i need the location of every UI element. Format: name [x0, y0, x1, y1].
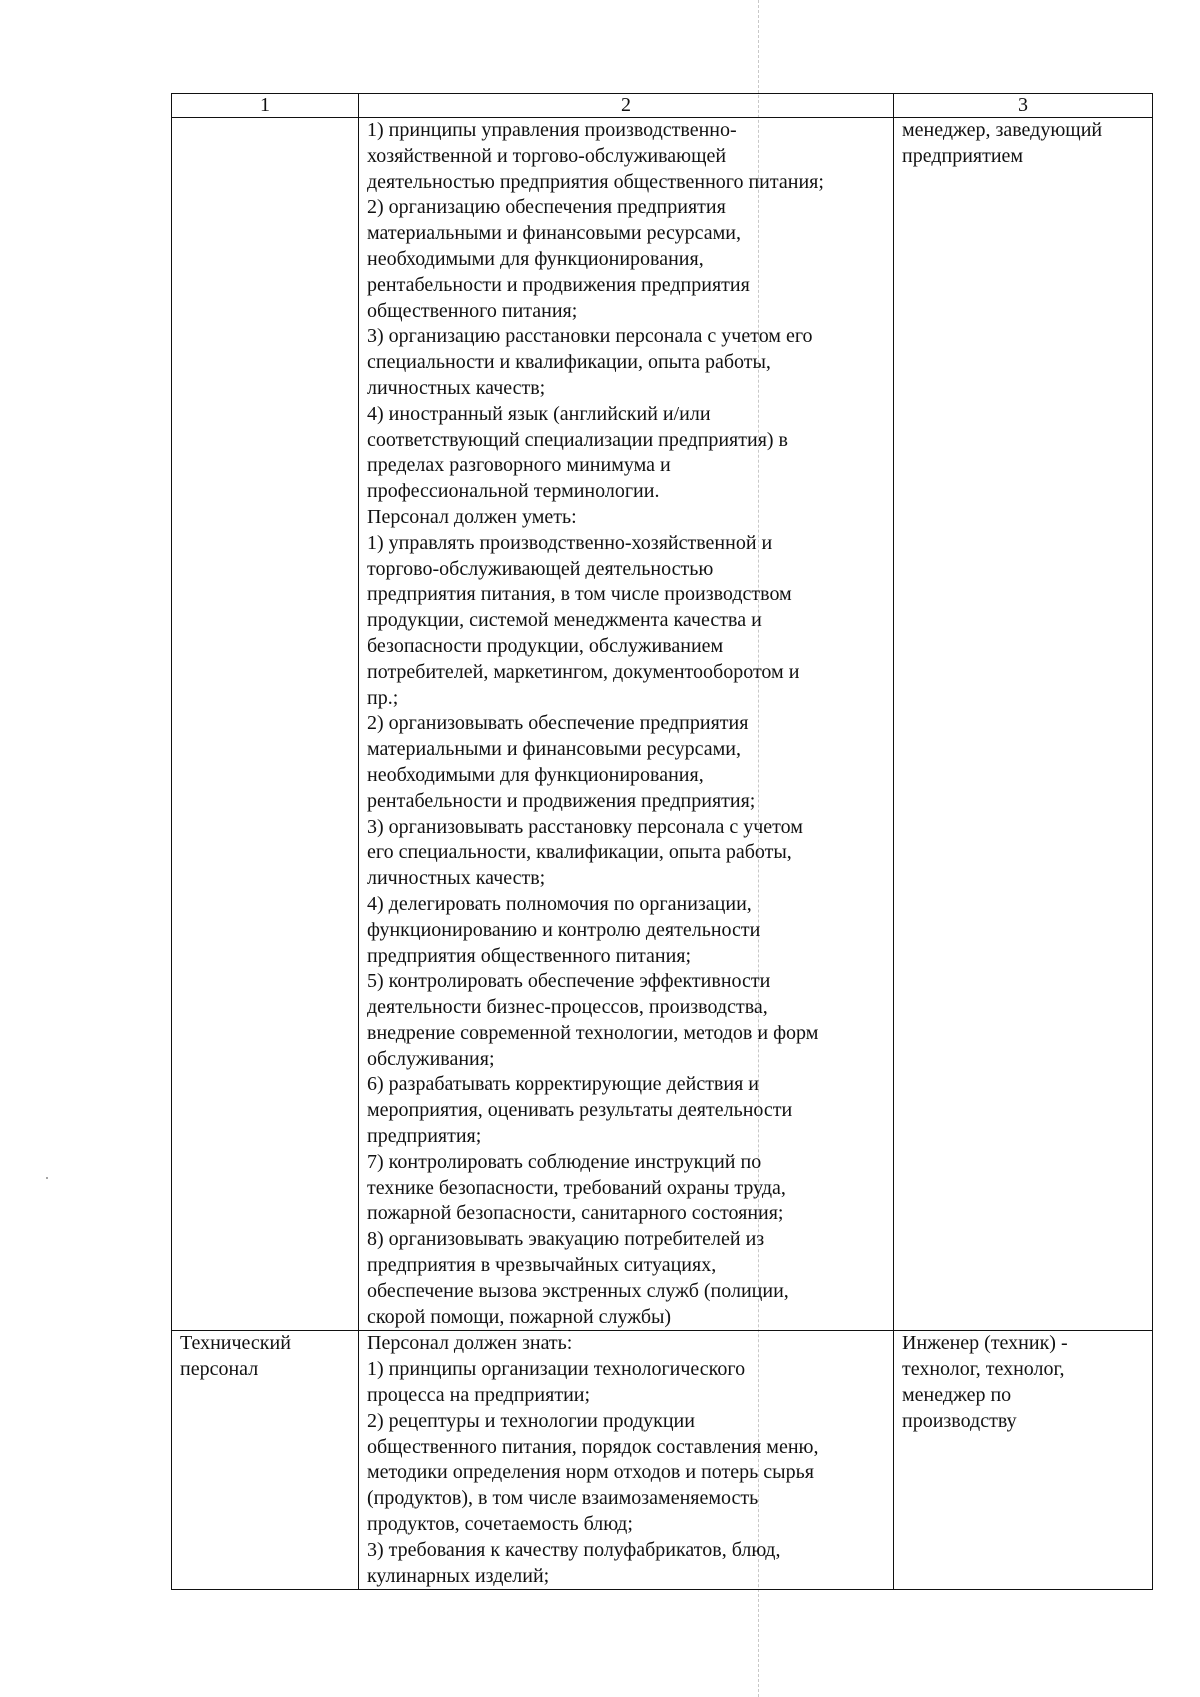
text-line: 3) организацию расстановки персонала с учетом его	[367, 325, 813, 348]
text-line: личностных качеств;	[367, 376, 546, 399]
text-line: (продуктов), в том числе взаимозаменяемость	[367, 1487, 759, 1510]
text-line: предприятия;	[367, 1125, 482, 1148]
text-line: менеджер, заведующий	[902, 119, 1103, 141]
text-line: материальными и финансовыми ресурсами,	[367, 222, 741, 245]
text-line: 8) организовывать эвакуацию потребителей из	[367, 1228, 765, 1251]
text-line: 1) управлять производственно-хозяйственной и	[367, 531, 773, 554]
text-line: 3) организовывать расстановку персонала с учетом	[367, 815, 803, 838]
position-cell	[894, 118, 1153, 1331]
text-line: общественного питания;	[367, 299, 578, 322]
header-col-2: 2	[359, 94, 894, 118]
requirements-cell	[359, 1331, 894, 1590]
text-line: продуктов, сочетаемость блюд;	[367, 1513, 633, 1536]
text-line: 7) контролировать соблюдение инструкций по	[367, 1150, 762, 1173]
text-line: пр.;	[367, 686, 399, 709]
text-line: его специальности, квалификации, опыта работы,	[367, 841, 792, 864]
text-line: 4) иностранный язык (английский и/или	[367, 402, 711, 425]
text-line: пределах разговорного минимума и	[367, 454, 671, 477]
text-line: скорой помощи, пожарной службы)	[367, 1305, 672, 1328]
text-line: профессиональной терминологии.	[367, 480, 660, 503]
table-row	[172, 1331, 1153, 1590]
text-line: 2) рецептуры и технологии продукции	[367, 1409, 695, 1432]
text-line: специальности и квалификации, опыта работы,	[367, 351, 771, 374]
text-line: потребителей, маркетингом, документооборотом и	[367, 660, 800, 683]
text-line: деятельностью предприятия общественного питания;	[367, 170, 824, 193]
text-line: менеджер по	[902, 1384, 1012, 1407]
text-line: 1) принципы организации технологического	[367, 1358, 746, 1381]
text-line: Технический	[180, 1332, 291, 1355]
text-line: технике безопасности, требований охраны труда,	[367, 1176, 786, 1199]
text-line: торгово-обслуживающей деятельностью	[367, 557, 714, 580]
text-line: безопасности продукции, обслуживанием	[367, 634, 724, 657]
text-line: производству	[902, 1409, 1017, 1432]
text-line: кулинарных изделий;	[367, 1564, 550, 1587]
text-line: обеспечение вызова экстренных служб (полиции,	[367, 1279, 789, 1302]
text-line: предприятием	[902, 144, 1024, 167]
competency-table	[171, 93, 1153, 1590]
position-cell	[894, 1331, 1153, 1590]
table-header-row	[172, 94, 1153, 118]
text-line: необходимыми для функционирования,	[367, 763, 704, 786]
text-line: пожарной безопасности, санитарного состояния;	[367, 1202, 784, 1225]
text-line: предприятия в чрезвычайных ситуациях,	[367, 1254, 717, 1277]
role-cell	[172, 1331, 359, 1590]
text-line: рентабельности и продвижения предприятия;	[367, 789, 756, 812]
text-line: 2) организацию обеспечения предприятия	[367, 196, 726, 219]
text-line: общественного питания, порядок составления меню,	[367, 1435, 819, 1458]
text-line: деятельности бизнес-процессов, производства,	[367, 996, 768, 1019]
text-line: процесса на предприятии;	[367, 1384, 591, 1407]
text-line: функционированию и контролю деятельности	[367, 918, 761, 941]
requirements-cell	[359, 118, 894, 1331]
text-line: 6) разрабатывать корректирующие действия и	[367, 1073, 759, 1096]
text-line: персонал	[180, 1358, 259, 1381]
text-line: Персонал должен знать:	[367, 1332, 573, 1355]
text-line: рентабельности и продвижения предприятия	[367, 273, 750, 296]
text-line: личностных качеств;	[367, 867, 546, 890]
text-line: хозяйственной и торгово-обслуживающей	[367, 144, 727, 167]
text-line: предприятия питания, в том числе производством	[367, 583, 792, 606]
header-col-3: 3	[894, 94, 1153, 118]
role-cell	[172, 118, 359, 1331]
text-line: продукции, системой менеджмента качества и	[367, 609, 762, 632]
text-line: Инженер (техник) -	[902, 1332, 1068, 1355]
text-line: 2) организовывать обеспечение предприятия	[367, 712, 749, 735]
header-col-1: 1	[172, 94, 359, 118]
text-line: Персонал должен уметь:	[367, 505, 577, 528]
text-line: мероприятия, оценивать результаты деятельности	[367, 1099, 793, 1122]
text-line: необходимыми для функционирования,	[367, 247, 704, 270]
scan-speck	[46, 1177, 48, 1179]
table-row	[172, 118, 1153, 1331]
text-line: 3) требования к качеству полуфабрикатов, блюд,	[367, 1538, 781, 1561]
text-line: обслуживания;	[367, 1047, 495, 1070]
text-line: соответствующий специализации предприятия) в	[367, 428, 788, 451]
text-line: 5) контролировать обеспечение эффективности	[367, 970, 771, 993]
text-line: внедрение современной технологии, методов и форм	[367, 1021, 819, 1044]
text-line: материальными и финансовыми ресурсами,	[367, 738, 741, 761]
text-line: 1) принципы управления производственно-	[367, 119, 737, 141]
text-line: технолог, технолог,	[902, 1358, 1065, 1381]
text-line: 4) делегировать полномочия по организации,	[367, 892, 752, 915]
text-line: методики определения норм отходов и потерь сырья	[367, 1461, 814, 1484]
text-line: предприятия общественного питания;	[367, 944, 692, 967]
